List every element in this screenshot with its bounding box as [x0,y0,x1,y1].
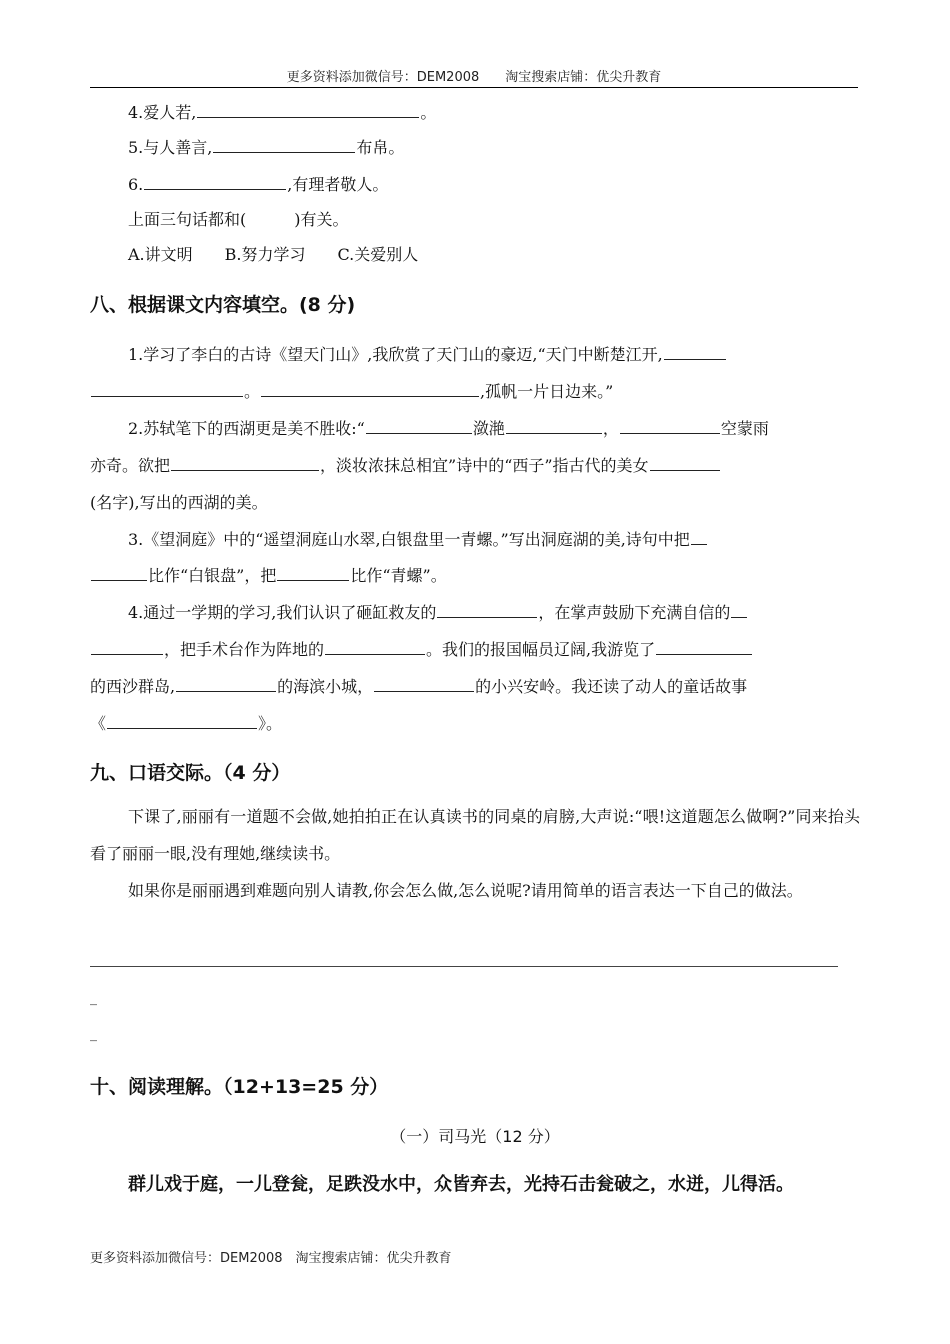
blank[interactable] [366,432,472,434]
item-6: 6. ,有理者敬人。 [128,175,389,194]
q2-line-b: 亦奇。欲把 ，淡妆浓抹总相宜”诗中的“西子”指古代的美女 [90,453,721,476]
blank[interactable] [620,432,720,434]
blank[interactable] [656,653,752,655]
blank[interactable] [650,469,720,471]
q2-line-c: (名字),写出的西湖的美。 [90,493,268,512]
q4-line-d: 《 》。 [90,714,283,733]
blank[interactable] [664,358,726,360]
blank[interactable] [374,690,474,692]
blank[interactable] [197,116,419,118]
section-9-para-1: 下课了,丽丽有一道题不会做,她拍拍正在认真读书的同桌的肩膀,大声说:“喂!这道题怎么做啊?”同来抬头看了丽丽一眼,没有理她,继续读书。 [90,807,860,863]
q1-line-b: 。 ,孤帆一片日边来。” [90,379,613,402]
q1-line-a: 1.学习了李白的古诗《望天门山》,我欣赏了天门山的豪迈,“天门中断楚江开, [128,342,727,365]
page-header: 更多资料添加微信号：DEM2008 淘宝搜索店铺：优尖升教育 [286,70,662,85]
blank[interactable] [691,543,707,545]
blank[interactable] [171,469,319,471]
blank[interactable] [91,653,163,655]
blank[interactable] [277,579,349,581]
answer-line[interactable] [90,966,838,967]
q3-line-b: 比作“白银盘”，把 比作“青螺”。 [90,563,447,586]
classical-text: 群儿戏于庭，一儿登瓮，足跌没水中，众皆弃去，光持石击瓮破之，水迸，儿得活。 [128,1174,794,1195]
options: A.讲文明 B.努力学习 C.关爱别人 [128,245,419,264]
blank[interactable] [325,653,425,655]
section-9-title: 九、口语交际。（4 分） [90,762,291,784]
answer-dash: _ [90,1026,97,1042]
blank[interactable] [506,432,602,434]
q4-line-b: ，把手术台作为阵地的 。我们的报国幅员辽阔,我游览了 [90,637,753,660]
blank[interactable] [91,395,243,397]
q2-line-a: 2.苏轼笔下的西湖更是美不胜收:“ 潋滟 ， 空蒙雨 [128,419,769,438]
section-10-title: 十、阅读理解。（12+13=25 分） [90,1076,389,1098]
q4-line-c: 的西沙群岛, 的海滨小城， 的小兴安岭。我还读了动人的童话故事 [90,677,748,696]
blank[interactable] [107,727,257,729]
reading-subtitle: （一）司马光（12 分） [390,1127,560,1146]
q3-line-a: 3.《望洞庭》中的“遥望洞庭山水翠,白银盘里一青螺。”写出洞庭湖的美,诗句中把 [128,527,708,550]
header-divider [90,87,858,88]
blank[interactable] [91,579,147,581]
question: 上面三句话都和( )有关。 [128,210,349,229]
blank[interactable] [176,690,276,692]
blank[interactable] [437,616,537,618]
section-8-title: 八、根据课文内容填空。(8 分) [90,294,356,316]
blank[interactable] [261,395,479,397]
page-footer: 更多资料添加微信号：DEM2008 淘宝搜索店铺：优尖升教育 [90,1251,452,1266]
blank[interactable] [731,616,747,618]
section-9-para-2: 如果你是丽丽遇到难题向别人请教,你会怎么做,怎么说呢?请用简单的语言表达一下自己的做法。 [128,881,803,900]
item-5: 5.与人善言, 布帛。 [128,138,405,157]
item-4: 4.爱人若, 。 [128,103,437,122]
q4-line-a: 4.通过一学期的学习,我们认识了砸缸救友的 ，在掌声鼓励下充满自信的 [128,600,748,623]
answer-dash: _ [90,990,97,1006]
blank[interactable] [144,188,286,190]
blank[interactable] [213,151,355,153]
